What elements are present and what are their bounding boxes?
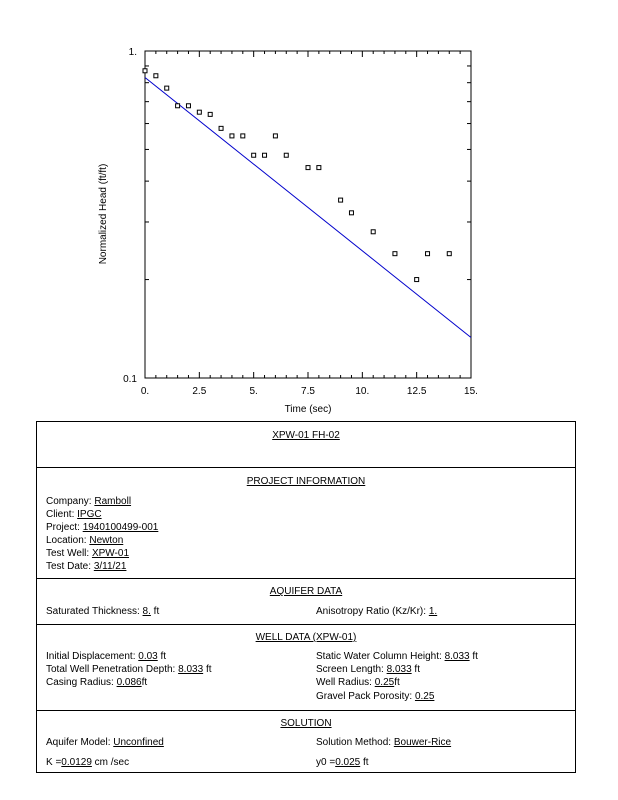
field-value: 8. bbox=[142, 606, 151, 617]
data-point bbox=[371, 230, 375, 234]
field-label: Static Water Column Height: bbox=[316, 651, 442, 662]
x-tick-label: 15. bbox=[464, 386, 478, 397]
field-value: 0.25 bbox=[414, 691, 435, 702]
x-axis-label: Time (sec) bbox=[284, 404, 332, 415]
y-tick-label: 1. bbox=[128, 47, 137, 58]
field-label: Location: bbox=[46, 535, 87, 546]
field-unit: ft bbox=[160, 651, 167, 662]
project-client bbox=[46, 509, 102, 520]
x-tick-labels bbox=[141, 386, 478, 397]
field-value: 0.086 bbox=[116, 677, 142, 688]
well-header: WELL DATA (XPW-01) bbox=[255, 632, 357, 643]
well-radius bbox=[316, 677, 400, 688]
field-unit: cm /sec bbox=[94, 757, 130, 768]
fit-line bbox=[145, 77, 471, 337]
field-value: Bouwer-Rice bbox=[393, 737, 452, 748]
project-location bbox=[46, 535, 123, 546]
field-label: y0 = bbox=[316, 757, 336, 768]
field-value: Newton bbox=[89, 535, 124, 546]
field-unit: ft bbox=[414, 664, 420, 675]
data-point bbox=[154, 74, 158, 78]
data-point bbox=[273, 134, 277, 138]
y-axis-label: Normalized Head (ft/ft) bbox=[98, 163, 109, 265]
field-value: 0.0129 bbox=[61, 757, 92, 768]
data-point bbox=[186, 104, 190, 108]
data-point bbox=[219, 126, 223, 130]
field-value: 3/11/21 bbox=[93, 561, 127, 572]
data-point bbox=[252, 153, 256, 157]
field-label: Total Well Penetration Depth: bbox=[46, 664, 176, 675]
initial-displacement bbox=[46, 651, 166, 662]
x-tick-label: 0. bbox=[140, 386, 150, 397]
report-title-wrap bbox=[37, 430, 575, 441]
saturated-thickness bbox=[46, 606, 159, 617]
field-unit: ft bbox=[472, 651, 478, 662]
x-tick-label: 10. bbox=[355, 386, 370, 397]
field-unit: ft bbox=[394, 677, 400, 688]
data-point bbox=[230, 134, 234, 138]
total-well-penetration bbox=[46, 664, 212, 675]
k-value bbox=[46, 757, 129, 768]
field-value: 0.03 bbox=[138, 651, 158, 662]
data-point bbox=[447, 252, 451, 256]
field-value: 1. bbox=[428, 606, 438, 617]
casing-radius bbox=[46, 677, 147, 688]
field-label: Casing Radius: bbox=[46, 677, 114, 688]
field-label: Test Well: bbox=[46, 548, 90, 559]
field-label: Project: bbox=[46, 522, 80, 533]
solution-section bbox=[37, 710, 575, 774]
static-water-column bbox=[316, 651, 478, 662]
data-point bbox=[197, 110, 201, 114]
well-header-wrap bbox=[37, 632, 575, 643]
data-point bbox=[208, 112, 212, 116]
report-title-section bbox=[37, 422, 575, 467]
field-label: K = bbox=[46, 757, 62, 768]
data-point bbox=[284, 153, 288, 157]
project-header: PROJECT INFORMATION bbox=[246, 476, 366, 487]
solution-method bbox=[316, 737, 451, 748]
aquifer-header-wrap bbox=[37, 586, 575, 597]
field-value: 8.033 bbox=[386, 664, 412, 675]
field-value: IPGC bbox=[77, 509, 102, 520]
field-label: Aquifer Model: bbox=[46, 737, 111, 748]
field-unit: ft bbox=[363, 757, 369, 768]
y0-value bbox=[316, 757, 369, 768]
field-unit: ft bbox=[141, 677, 148, 688]
field-value: XPW-01 bbox=[91, 548, 130, 559]
data-point bbox=[426, 252, 430, 256]
field-value: 8.033 bbox=[444, 651, 470, 662]
x-tick-label: 7.5 bbox=[301, 386, 315, 397]
aquifer-section bbox=[37, 578, 575, 625]
field-value: 1940100499-001 bbox=[82, 522, 159, 533]
anisotropy-ratio bbox=[316, 606, 437, 617]
field-label: Anisotropy Ratio (Kz/Kr): bbox=[316, 606, 427, 617]
data-point bbox=[165, 86, 169, 90]
field-unit: ft bbox=[205, 664, 212, 675]
data-point bbox=[393, 252, 397, 256]
data-point bbox=[415, 278, 419, 282]
project-header-wrap bbox=[37, 476, 575, 487]
aquifer-model bbox=[46, 737, 164, 748]
data-points bbox=[143, 69, 451, 282]
data-point bbox=[339, 198, 343, 202]
field-label: Gravel Pack Porosity: bbox=[316, 691, 413, 702]
data-point bbox=[317, 166, 321, 170]
field-value: Ramboll bbox=[94, 496, 132, 507]
field-value: Unconfined bbox=[113, 737, 164, 748]
project-test-date bbox=[46, 561, 126, 572]
field-label: Client: bbox=[46, 509, 75, 520]
data-point bbox=[306, 166, 310, 170]
field-label: Initial Displacement: bbox=[46, 651, 136, 662]
field-label: Solution Method: bbox=[316, 737, 392, 748]
aquifer-header: AQUIFER DATA bbox=[269, 586, 343, 597]
field-unit: ft bbox=[153, 606, 160, 617]
field-value: 8.033 bbox=[178, 664, 204, 675]
data-point bbox=[263, 153, 267, 157]
data-point bbox=[349, 211, 353, 215]
gravel-pack-porosity bbox=[316, 691, 434, 702]
solution-header: SOLUTION bbox=[280, 718, 332, 729]
project-test-well bbox=[46, 548, 129, 559]
project-section bbox=[37, 467, 575, 579]
field-label: Well Radius: bbox=[316, 677, 372, 688]
report-title: XPW-01 FH-02 bbox=[272, 430, 340, 441]
screen-length bbox=[316, 664, 420, 675]
well-section bbox=[37, 624, 575, 711]
field-label: Company: bbox=[46, 496, 92, 507]
x-tick-label: 12.5 bbox=[406, 386, 427, 397]
field-value: 0.25 bbox=[374, 677, 395, 688]
plot-frame bbox=[145, 51, 471, 378]
data-point bbox=[241, 134, 245, 138]
report-box bbox=[36, 421, 576, 773]
project-company bbox=[46, 496, 131, 507]
field-label: Test Date: bbox=[46, 561, 92, 572]
data-point bbox=[143, 69, 147, 73]
field-label: Screen Length: bbox=[316, 664, 384, 675]
x-tick-label: 5. bbox=[249, 386, 258, 397]
data-point bbox=[176, 104, 180, 108]
project-project bbox=[46, 522, 158, 533]
field-label: Saturated Thickness: bbox=[46, 606, 140, 617]
solution-header-wrap bbox=[37, 718, 575, 729]
field-value: 0.025 bbox=[335, 757, 361, 768]
y-tick-label: 0.1 bbox=[123, 374, 137, 385]
axis-ticks bbox=[145, 51, 471, 378]
x-tick-label: 2.5 bbox=[192, 386, 207, 397]
